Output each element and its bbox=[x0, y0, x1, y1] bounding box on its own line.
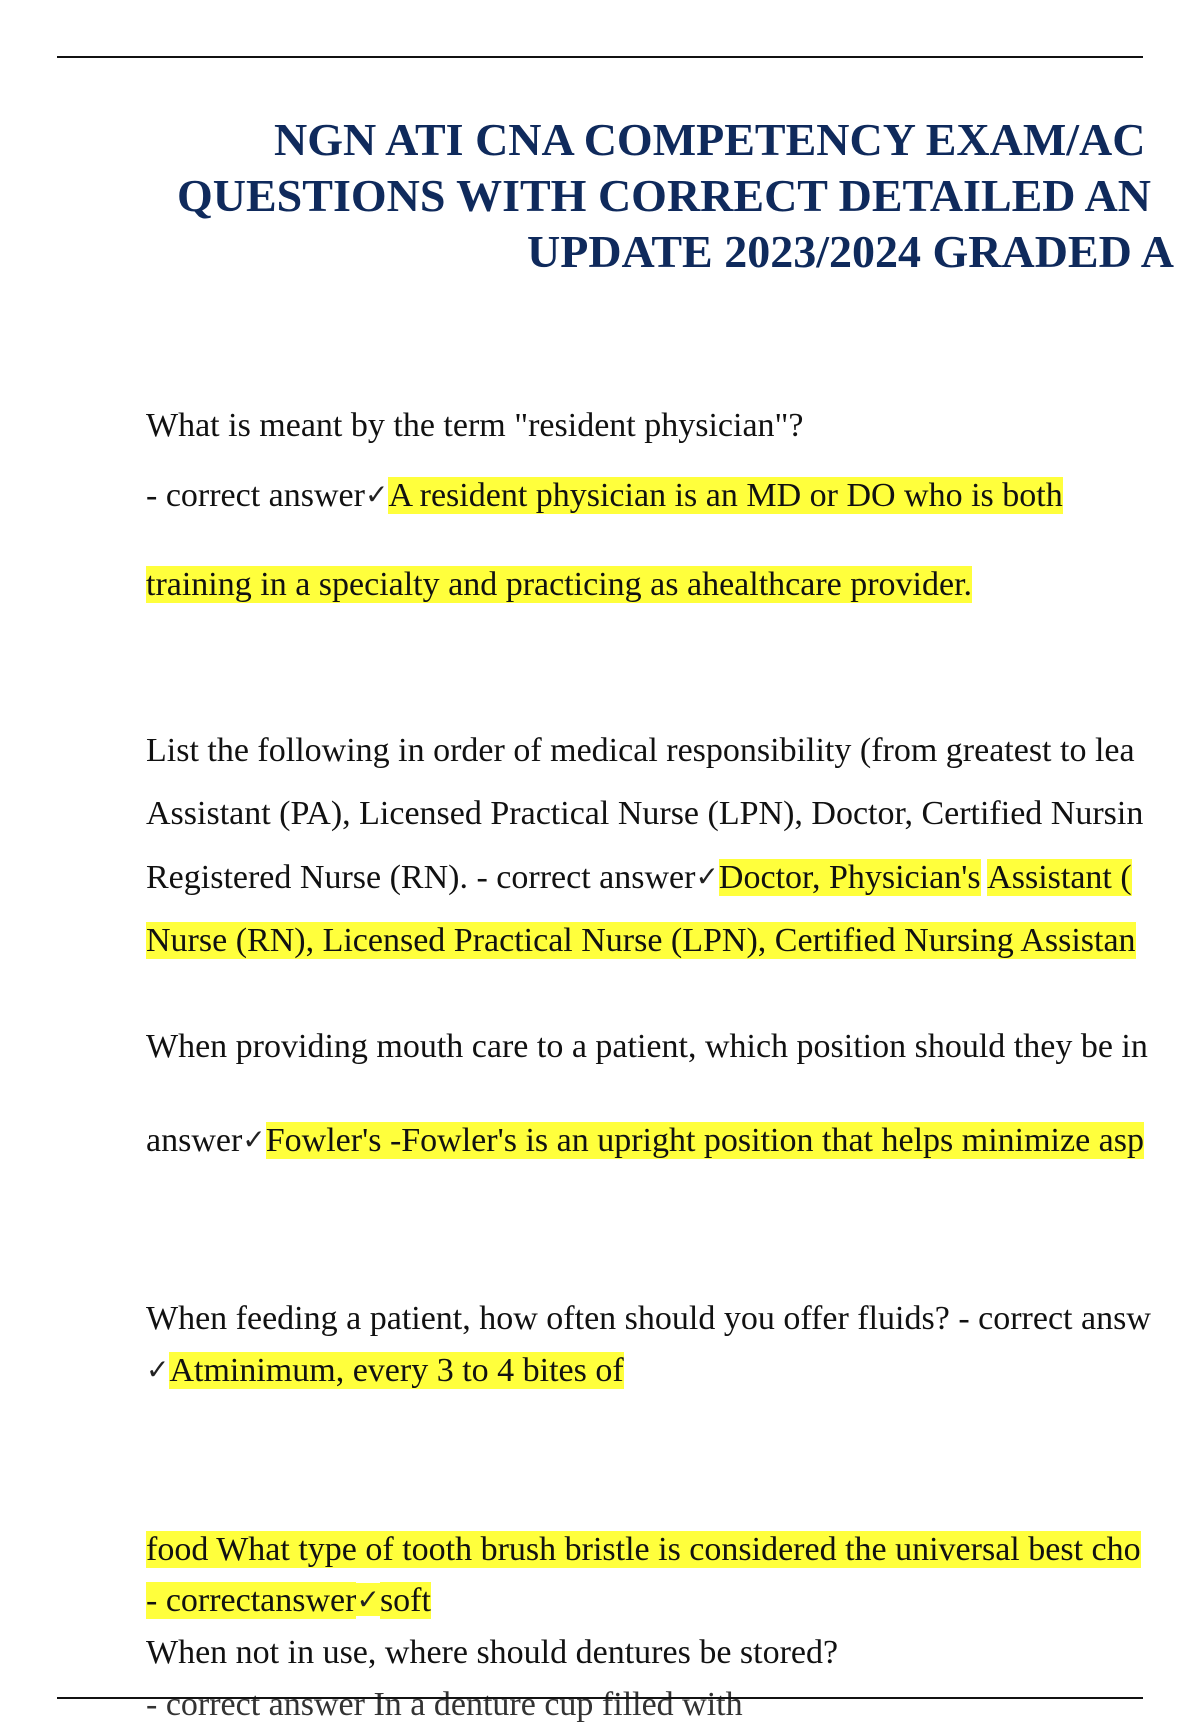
question-1-text: What is meant by the term "resident physician"? bbox=[146, 407, 804, 444]
check-mark-icon: ✓ bbox=[146, 1353, 170, 1386]
question-2-text-2: Assistant (PA), Licensed Practical Nurse (LPN), Doctor, Certified Nursin bbox=[146, 795, 1144, 832]
answer-3-line bbox=[146, 1120, 1144, 1163]
check-mark-icon: ✓ bbox=[364, 478, 389, 511]
question-4-line-1 bbox=[146, 1298, 1151, 1340]
bottom-rule bbox=[57, 1697, 1143, 1699]
answer-4-highlight: Atminimum, every 3 to 4 bites of bbox=[169, 1352, 624, 1389]
answer-6-partial-text: - correct answer In a denture cup filled with bbox=[146, 1686, 743, 1723]
question-6-text: When not in use, where should dentures be stored? bbox=[146, 1634, 839, 1671]
answer-1-line-1 bbox=[146, 475, 1063, 518]
question-5-line-1 bbox=[146, 1529, 1141, 1571]
answer-4-line bbox=[146, 1350, 624, 1393]
title-line-1: NGN ATI CNA COMPETENCY EXAM/AC bbox=[274, 114, 1146, 165]
answer-5-line bbox=[146, 1580, 431, 1623]
question-2-text-3: Registered Nurse (RN). - correct answer bbox=[146, 859, 696, 896]
answer-2-highlight-a: Doctor, Physician's bbox=[718, 859, 981, 896]
answer-3-prefix: answer bbox=[146, 1122, 243, 1159]
check-mark-icon: ✓ bbox=[242, 1123, 266, 1156]
answer-5-prefix: - correctanswer bbox=[146, 1582, 357, 1619]
answer-1-highlight: A resident physician is an MD or DO who is both bbox=[388, 477, 1063, 514]
answer-1-line-2 bbox=[146, 564, 972, 606]
question-2-line-3 bbox=[146, 857, 1132, 900]
answer-1-prefix: - correct answer bbox=[146, 477, 365, 514]
question-1 bbox=[146, 405, 804, 447]
check-mark-icon: ✓ bbox=[695, 860, 719, 893]
question-5-highlight: food What type of tooth brush bristle is considered the universal best cho bbox=[146, 1531, 1141, 1568]
title-line-2: QUESTIONS WITH CORRECT DETAILED AN bbox=[177, 170, 1151, 221]
document-title bbox=[0, 112, 1200, 292]
answer-3-highlight: Fowler's -Fowler's is an upright position that helps minimize asp bbox=[265, 1122, 1144, 1159]
question-2-line-2 bbox=[146, 793, 1143, 835]
answer-5-highlight: soft bbox=[379, 1582, 431, 1619]
top-rule bbox=[57, 56, 1143, 58]
question-2-line-1 bbox=[146, 730, 1135, 772]
question-4-text: When feeding a patient, how often should you offer fluids? - correct answ bbox=[146, 1300, 1151, 1337]
question-3-line-1 bbox=[146, 1026, 1148, 1068]
answer-2-highlight-cont: Nurse (RN), Licensed Practical Nurse (LPN), Certified Nursing Assistan bbox=[146, 922, 1136, 959]
title-line-3: UPDATE 2023/2024 GRADED A bbox=[527, 226, 1175, 277]
answer-1-highlight-cont: training in a specialty and practicing as ahealthcare provider. bbox=[146, 566, 973, 603]
question-2-text-1: List the following in order of medical responsibility (from greatest to lea bbox=[146, 732, 1135, 769]
answer-2-highlight-b: Assistant ( bbox=[987, 859, 1132, 896]
check-mark-icon: ✓ bbox=[356, 1583, 380, 1616]
question-3-text: When providing mouth care to a patient, which position should they be in bbox=[146, 1028, 1148, 1065]
answer-6-partial bbox=[146, 1684, 743, 1726]
answer-2-line-2 bbox=[146, 920, 1136, 962]
question-6-line-1 bbox=[146, 1632, 838, 1674]
